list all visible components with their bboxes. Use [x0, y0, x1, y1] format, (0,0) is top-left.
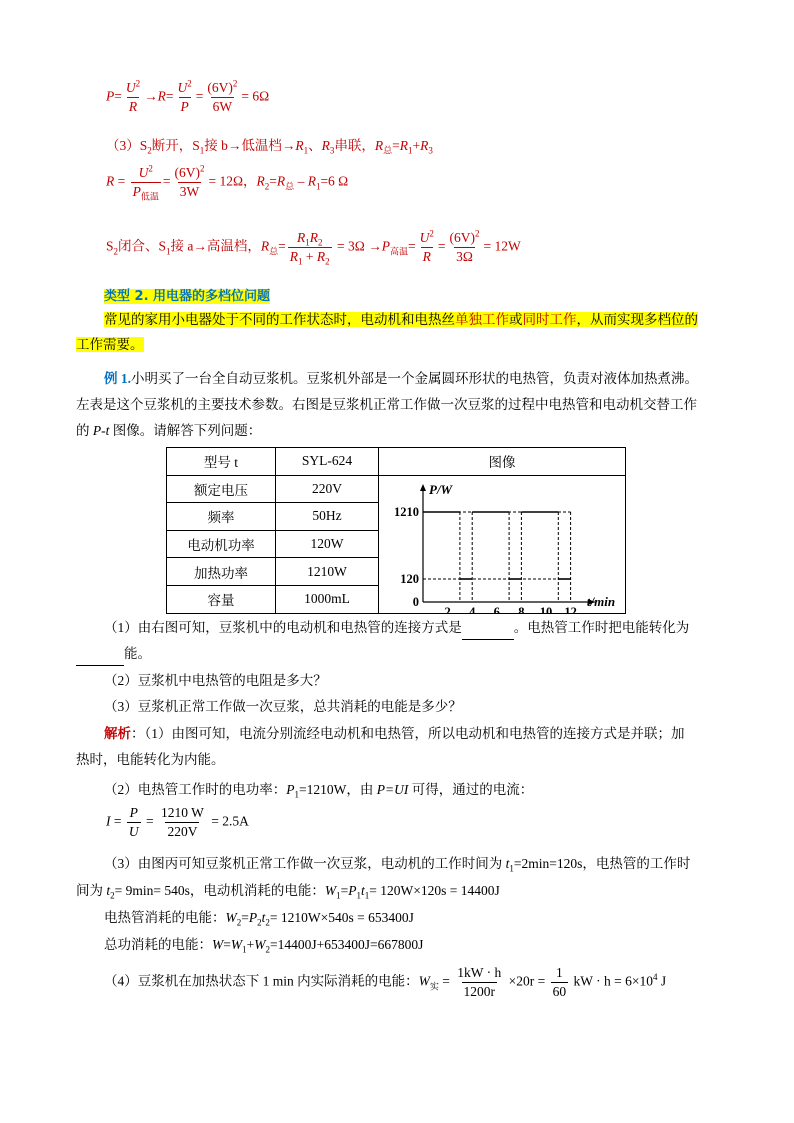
table-header-cell: 图像: [379, 448, 626, 476]
equation-high-temp: $S_2$闭合、$S_1$接 a→高温档，$R_总=$ $\frac{R_1R_2}{R_1 + R_2}$ = $3\Omega \to P_{高温}=$ $\frac{U^2}{R}$ = $\frac{(6V)^2}{3\Omega}$ = 12W: [106, 228, 521, 267]
table-row: 容量 1000mL: [167, 585, 626, 613]
question-3: （3）豆浆机正常工作做一次豆浆，总共消耗的电能是多少？: [104, 699, 462, 714]
intro-paragraph: 常见的家用小电器处于不同的工作状态时，电动机和电热丝单独工作或同时工作，从而实现多档位的: [104, 312, 698, 327]
y-tick-label: 120: [400, 571, 419, 586]
solution-3: （3）由图丙可知豆浆机正常工作做一次豆浆，电动机的工作时间为 $t_1=2\min=120s$，电热管的工作时: [104, 856, 691, 874]
table-header-cell: 型号 t: [167, 448, 276, 476]
x-tick-label: 4: [469, 604, 476, 613]
intro-paragraph-end: 工作需要。: [76, 337, 144, 352]
question-1: （1）由右图可知，豆浆机中的电动机和电热管的连接方式是 。电热管工作时把电能转化为: [104, 617, 689, 640]
table-row: 额定电压 220V P/W t/min 1210 120 0 2 4 6 8 10 12: [167, 475, 626, 503]
y-tick-label: 0: [412, 594, 419, 609]
type-heading: 类型 2. 用电器的多档位问题: [104, 289, 271, 304]
solution-2: （2）电热管工作时的电功率：$P_1=1210W$，由 P=UI 可得，通过的电流：: [104, 782, 534, 800]
answer-blank: [76, 643, 124, 666]
example-line-2: 左表是这个豆浆机的主要技术参数。右图是豆浆机正常工作做一次豆浆的过程中电热管和电动机交替工作: [76, 397, 697, 412]
equation-power-resistance: P= $\frac{U^2}{R}$ →R= $\frac{U^2}{P}$ = $\frac{(6V)^2}{6W}$ = 6Ω: [106, 78, 270, 114]
y-tick-label: 1210: [394, 504, 419, 519]
table-row: 电动机功率 120W: [167, 530, 626, 558]
equation-current: I = $\frac{P}{U}$ = $\frac{1210 W}{220V}$ = 2.5A: [106, 805, 249, 839]
x-tick-label: 2: [444, 604, 451, 613]
solution-1-cont: 热时，电能转化为内能。: [76, 752, 225, 767]
x-tick-label: 10: [539, 604, 553, 613]
question-1-cont: 能。: [76, 643, 151, 666]
x-tick-label: 12: [564, 604, 577, 613]
solution-3-cont: 间为 $t_2= 9\min= 540s$，电动机消耗的电能：$W_1=P_1t_1= 120W\times 120s = 14400J$: [76, 883, 500, 901]
table-header-row: [167, 448, 626, 476]
table-row: 频率 50Hz: [167, 503, 626, 531]
solution-4: 电热管消耗的电能：$W_2=P_2t_2= 1210W\times 540s = 653400J$: [104, 910, 414, 928]
y-axis-label: P/W: [429, 481, 453, 497]
equation-low-temp: R = $\frac{U^2}{P_{低温}}$ = $\frac{(6V)^2}{3W}$ = 12Ω，$R_2=R_总 - R_1=6$ Ω: [106, 163, 349, 202]
solution-6: （4）豆浆机在加热状态下 1 min 内实际消耗的电能：$W_实$ = $\frac{1kW \cdot h}{1200r}$ ×20r = $\frac{1}{60}$ kW · $h = 6\times 10^4$ J: [104, 965, 667, 999]
question-2: （2）豆浆机中电热管的电阻是多大？: [104, 673, 327, 688]
example-line-3: 的 P-t 图像。请解答下列问题：: [76, 423, 262, 438]
spec-table: [166, 447, 626, 614]
y-axis-arrow: [420, 484, 426, 491]
x-tick-label: 8: [518, 604, 525, 613]
x-tick-label: 6: [493, 604, 500, 613]
answer-blank: [462, 617, 514, 640]
p-t-chart: [379, 476, 625, 613]
chart-cell: [379, 475, 626, 613]
table-header-cell: SYL-624: [276, 448, 379, 476]
x-axis-label: t/min: [586, 593, 616, 609]
table-row: 加热功率 1210W: [167, 558, 626, 586]
solution-5: 总功消耗的电能：$W=W_1+W_2=14400J+653400J=667800J$: [104, 937, 424, 955]
step-3-low-temp: $(3)S_2$断开，$S_1$接 b→低温档$\to R_1$、$R_3$串联，$R_总=R_1+R_3$: [106, 138, 433, 156]
solution-1: 解析：（1）由图可知，电流分别流经电动机和电热管，所以电动机和电热管的连接方式是并联；加: [104, 726, 685, 741]
example-line-1: 例 1.小明买了一台全自动豆浆机。豆浆机外部是一个金属圆环形状的电热管，负责对液体加热煮沸。: [104, 371, 698, 386]
